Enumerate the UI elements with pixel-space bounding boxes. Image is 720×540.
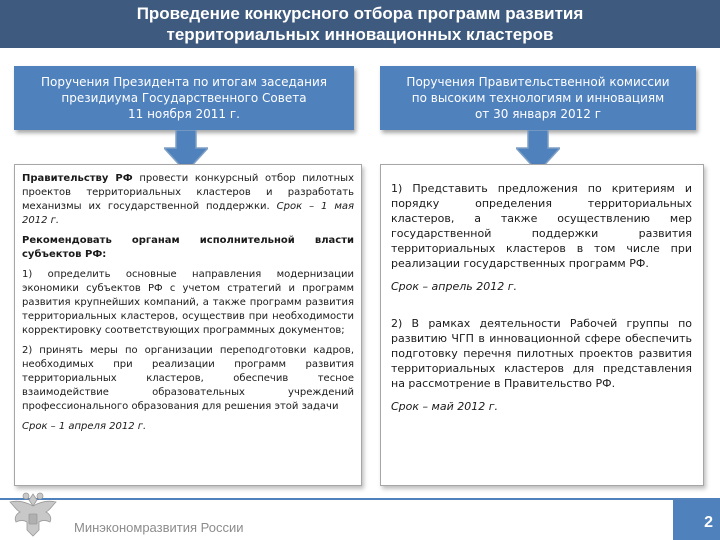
left-paragraph-5: Срок – 1 апреля 2012 г. [22,421,147,432]
left-header-line-1: Поручения Президента по итогам заседания [40,75,327,89]
slide-title-line-2: территориальных инновационных кластеров [166,25,554,44]
left-header-box [14,66,354,130]
coat-of-arms-icon [6,486,60,540]
left-header-line-3: 11 ноября 2011 г. [127,107,240,121]
right-header-box [380,66,696,130]
footer-org-name: Минэкономразвития России [74,520,244,535]
right-header-line-2: по высоким технологиям и инновациям [411,91,665,105]
right-deadline-2: Срок – май 2012 г. [391,400,498,413]
right-paragraph-1: 1) Представить предложения по критериям и порядку определения территориальных кластеров, а также осуществлению мер государственной поддержки развития территориальных кластеров в том числе при реализации государственных программ РФ. [391,182,692,270]
left-header-line-2: президиума Государственного Совета [61,91,307,105]
left-paragraph-3: 1) определить основные направления модернизации экономики субъектов РФ с учетом стратегий и программ развития крупнейших компаний, а также программ развития территориальных кластеров, осуществив при необходимости корректировку соответствующих программных документов; [22,269,354,336]
left-p1-text: провести конкурсный отбор пилотных проектов территориальных кластеров и разработать механизмы их государственной поддержки. [22,173,354,212]
page-number-value: 2 [704,514,713,531]
slide-title-line-1: Проведение конкурсного отбора программ развития [136,4,584,23]
right-content-text [391,181,692,414]
right-deadline-1: Срок – апрель 2012 г. [391,280,517,293]
right-paragraph-2: 2) В рамках деятельности Рабочей группы по развитию ЧГП в инновационной сфере обеспечить подготовку перечня пилотных проектов развития территориальных кластеров для представления на рассмотрение в Правительство РФ. [391,317,692,390]
left-content-box [14,164,362,486]
right-header-line-1: Поручения Правительственной комиссии [406,75,670,89]
footer-divider [0,498,673,500]
right-content-box [380,164,704,486]
page-number [673,498,720,540]
right-header-line-3: от 30 января 2012 г [474,107,601,121]
left-content-text [22,172,354,434]
left-paragraph-2: Рекомендовать органам исполнительной власти субъектов РФ: [22,235,354,260]
left-p1-bold: Правительству РФ [22,173,133,184]
slide-title [0,0,720,48]
left-paragraph-4: 2) принять меры по организации переподготовки кадров, необходимых при реализации программ развития территориальных кластеров, обеспечив тесное взаимодействие образовательных учреждений профессионального образования для решения этой задачи [22,345,354,412]
left-paragraph-1 [22,172,354,228]
left-p1-deadline: Срок – 1 мая 2012 г. [22,201,355,226]
